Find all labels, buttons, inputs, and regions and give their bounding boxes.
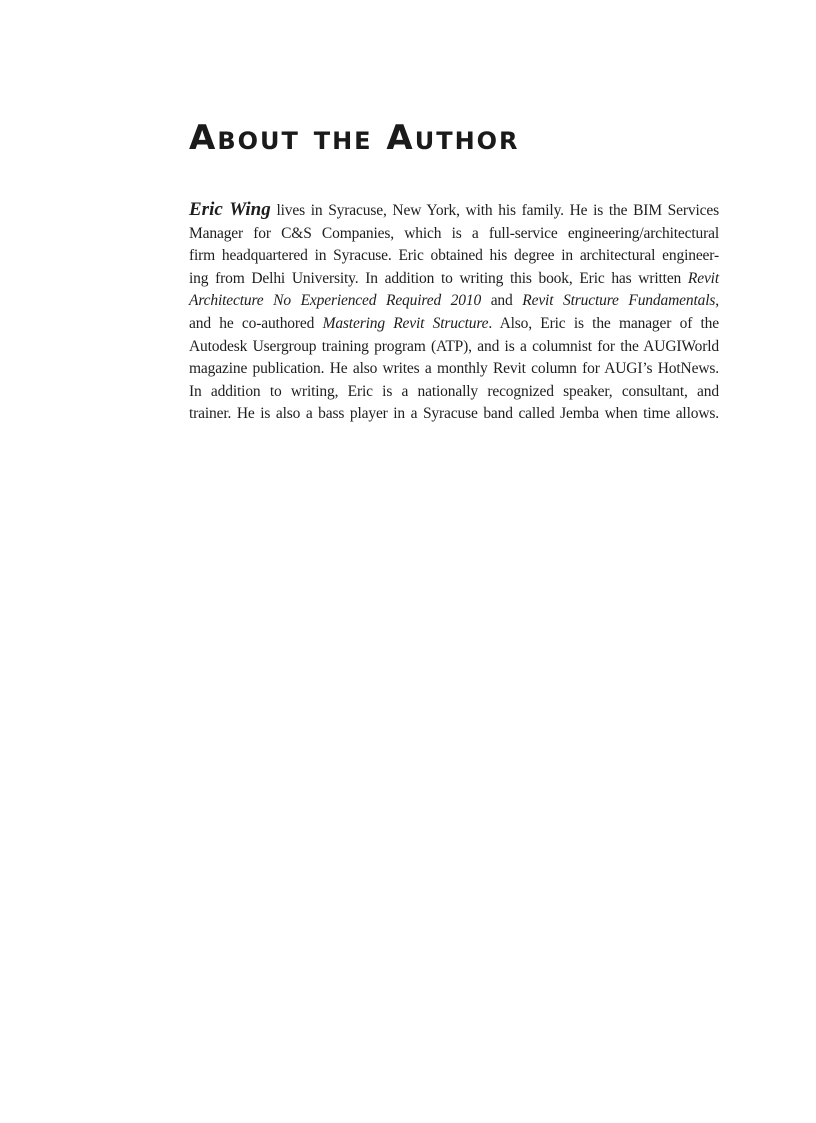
bio-line-2: Manager for C&S Companies, which is a full-service engineering/architectural (189, 224, 719, 242)
author-name: Eric Wing (189, 199, 271, 220)
book-title-ref: Revit (687, 269, 719, 287)
bio-line-4 (189, 268, 719, 291)
bio-line-5 (189, 290, 719, 313)
bio-line-7: Autodesk Usergroup training program (ATP), and is a columnist for the AUGIWorld (189, 337, 719, 355)
bio-line-6 (189, 313, 719, 336)
bio-line-9: In addition to writing, Eric is a nationally recognized speaker, consultant, and (189, 382, 719, 400)
bio-text: . Also, Eric is the manager of the (488, 314, 719, 332)
author-bio (189, 199, 719, 426)
bio-line-10: trainer. He is also a bass player in a Syracuse band called Jemba when time allows. (189, 405, 719, 423)
book-title-ref: Mastering Revit Structure (322, 314, 489, 332)
bio-text: ing from Delhi University. In addition to writing this book, Eric has written (189, 269, 688, 287)
bio-text: , (715, 292, 720, 310)
page-title: About the Author (189, 118, 520, 158)
book-title-ref: Architecture No Experienced Required 2010 (189, 292, 482, 310)
bio-text: lives in Syracuse, New York, with his family. He is the BIM Services (270, 202, 719, 219)
bio-line-3: firm headquartered in Syracuse. Eric obtained his degree in architectural engineer- (189, 247, 719, 265)
bio-line-1 (189, 199, 719, 223)
bio-text: and he co-authored (189, 314, 323, 332)
book-title-ref: Revit Structure Fundamentals (522, 292, 716, 310)
bio-text: and (481, 292, 523, 310)
bio-line-8: magazine publication. He also writes a monthly Revit column for AUGI’s HotNews. (189, 360, 719, 378)
